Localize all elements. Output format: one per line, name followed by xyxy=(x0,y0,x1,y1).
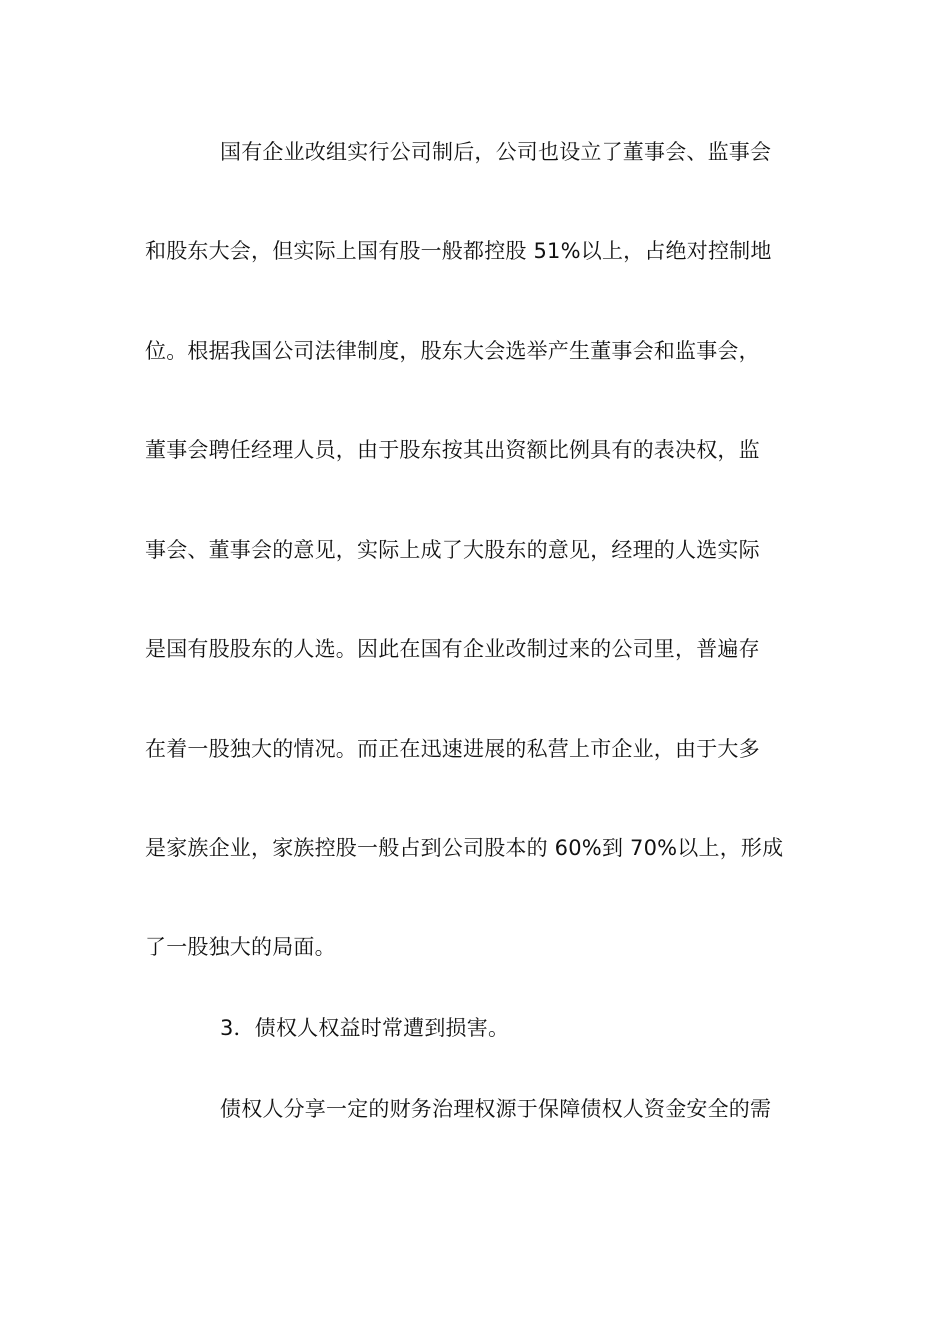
paragraph-line: 位。根据我国公司法律制度，股东大会选举产生董事会和监事会， xyxy=(145,339,760,363)
paragraph-line: 董事会聘任经理人员，由于股东按其出资额比例具有的表决权，监 xyxy=(145,438,760,462)
paragraph-line: 了一股独大的局面。 xyxy=(145,935,336,959)
paragraph-line: 国有企业改组实行公司制后，公司也设立了董事会、监事会 xyxy=(220,140,772,164)
section-heading: 3．债权人权益时常遭到损害。 xyxy=(220,1016,510,1040)
paragraph-line: 和股东大会，但实际上国有股一般都控股 51%以上，占绝对控制地 xyxy=(145,239,772,263)
paragraph-line: 债权人分享一定的财务治理权源于保障债权人资金安全的需 xyxy=(220,1097,772,1121)
paragraph-line: 是家族企业，家族控股一般占到公司股本的 60%到 70%以上，形成 xyxy=(145,836,784,860)
paragraph-line: 在着一股独大的情况。而正在迅速进展的私营上市企业，由于大多 xyxy=(145,737,760,761)
paragraph-line: 是国有股股东的人选。因此在国有企业改制过来的公司里，普遍存 xyxy=(145,637,760,661)
paragraph-line: 事会、董事会的意见，实际上成了大股东的意见，经理的人选实际 xyxy=(145,538,760,562)
